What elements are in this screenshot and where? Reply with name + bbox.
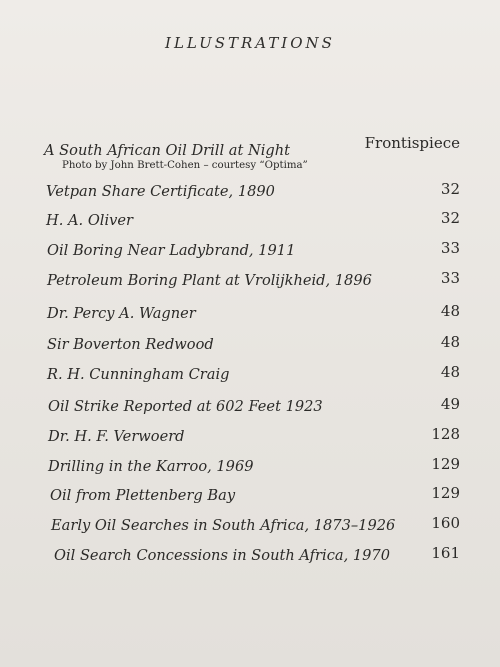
entry-page: 48 [440,363,460,381]
entry-page: 128 [431,425,460,443]
entry-title: Dr. Percy A. Wagner [47,305,196,322]
list-item-frontispiece [0,134,500,160]
list-item [0,395,500,421]
entry-page: 129 [431,484,460,502]
entry-title: Oil from Plettenberg Bay [50,487,236,504]
entry-page: 33 [440,239,460,257]
list-item [0,239,500,265]
list-item [0,484,500,510]
entry-page: 49 [440,395,460,413]
list-item [0,302,500,328]
entry-page: 129 [431,455,460,473]
photo-credit: Photo by John Brett-Cohen – courtesy “Optima” [62,160,308,171]
entry-page: 33 [440,269,460,287]
entry-title: Oil Boring Near Ladybrand, 1911 [47,242,296,259]
entry-page: 32 [440,180,460,198]
list-item [0,180,500,206]
entry-page: 161 [431,544,460,562]
entry-title: Sir Boverton Redwood [47,336,214,353]
entry-title: Oil Search Concessions in South Africa, 1970 [54,547,390,564]
list-item [0,514,500,540]
list-item [0,544,500,570]
entry-page: Frontispiece [364,134,460,152]
entry-title: A South African Oil Drill at Night [44,142,291,159]
list-item [0,363,500,389]
entry-page: 160 [431,514,460,532]
entry-page: 48 [440,333,460,351]
entry-title: H. A. Oliver [46,212,133,229]
entry-title: Drilling in the Karroo, 1969 [48,458,254,475]
list-item [0,269,500,295]
entry-title: Early Oil Searches in South Africa, 1873–1926 [51,517,396,534]
entry-title: R. H. Cunningham Craig [47,366,230,383]
page-heading: ILLUSTRATIONS [165,34,335,52]
entry-page: 48 [440,302,460,320]
entry-title: Vetpan Share Certificate, 1890 [46,183,275,200]
list-item [0,455,500,481]
entry-page: 32 [440,209,460,227]
list-item [0,333,500,359]
entry-title: Petroleum Boring Plant at Vrolijkheid, 1896 [47,272,372,289]
entry-title: Oil Strike Reported at 602 Feet 1923 [48,398,323,415]
entry-title: Dr. H. F. Verwoerd [48,428,185,445]
list-item [0,209,500,235]
list-item [0,425,500,451]
